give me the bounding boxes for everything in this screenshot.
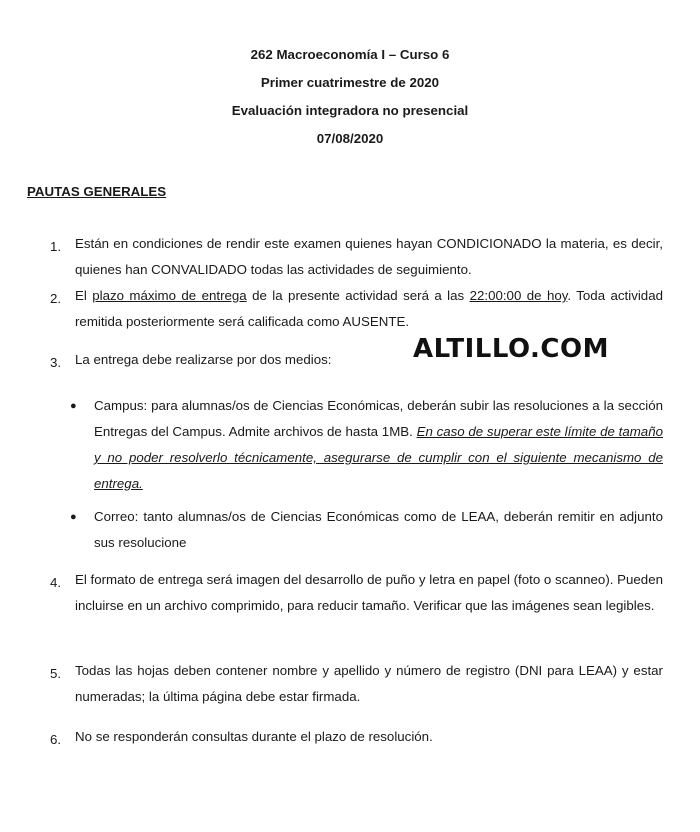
bullet-icon: ● [70, 400, 77, 412]
item-number: 6. [50, 732, 62, 747]
list-item: No se responderán consultas durante el plazo de resolución. [75, 729, 433, 744]
deadline-time: 22:00:00 de hoy [469, 288, 568, 303]
bullet-item: Correo: tanto alumnas/os de Ciencias Económicas como de LEAA, deberán remitir en adjunto sus resolucione [94, 509, 663, 550]
list-item: Todas las hojas deben contener nombre y apellido y número de registro (DNI para LEAA) y estar numeradas; la última página debe estar firmada. [75, 663, 663, 704]
exam-type-line: Evaluación integradora no presencial [231, 103, 469, 118]
document-header [0, 44, 700, 156]
list-item: La entrega debe realizarse por dos medios: [75, 352, 332, 367]
section-title: PAUTAS GENERALES [27, 184, 167, 199]
exam-date: 07/08/2020 [316, 131, 384, 146]
warning-text: En caso de superar este límite de tamaño y no poder resolverlo técnicamente, asegurarse de cumplir con el siguiente mecanismo de entrega. [94, 424, 663, 491]
list-item: El formato de entrega será imagen del desarrollo de puño y letra en papel (foto o scanneo). Pueden incluirse en un archivo comprimido, para reducir tamaño. Verificar que las imágenes sean legibles. [75, 572, 663, 613]
term-line: Primer cuatrimestre de 2020 [260, 75, 440, 90]
list-item: El plazo máximo de entrega de la presente actividad será a las 22:00:00 de hoy. Toda actividad remitida posteriormente será calificada como AUSENTE. [75, 288, 663, 329]
list-item: Están en condiciones de rendir este examen quienes hayan CONDICIONADO la materia, es decir, quienes han CONVALIDADO todas las actividades de seguimiento. [75, 236, 663, 277]
item-number: 1. [50, 239, 62, 254]
watermark-logo: ALTILLO.COM [413, 334, 609, 364]
item-number: 4. [50, 575, 62, 590]
item-number: 2. [50, 291, 62, 306]
bullet-icon: ● [70, 511, 77, 523]
bullet-item: Campus: para alumnas/os de Ciencias Económicas, deberán subir las resoluciones a la sección Entregas del Campus. Admite archivos de hasta 1MB. En caso de superar este límite de tamaño y no poder resolverlo técnicamente, asegurarse de cumplir con el siguiente mecanismo de entrega. [94, 398, 663, 491]
course-title: 262 Macroeconomía I – Curso 6 [250, 47, 450, 62]
item-number: 5. [50, 666, 62, 681]
deadline-phrase: plazo máximo de entrega [92, 288, 247, 303]
item-number: 3. [50, 355, 62, 370]
